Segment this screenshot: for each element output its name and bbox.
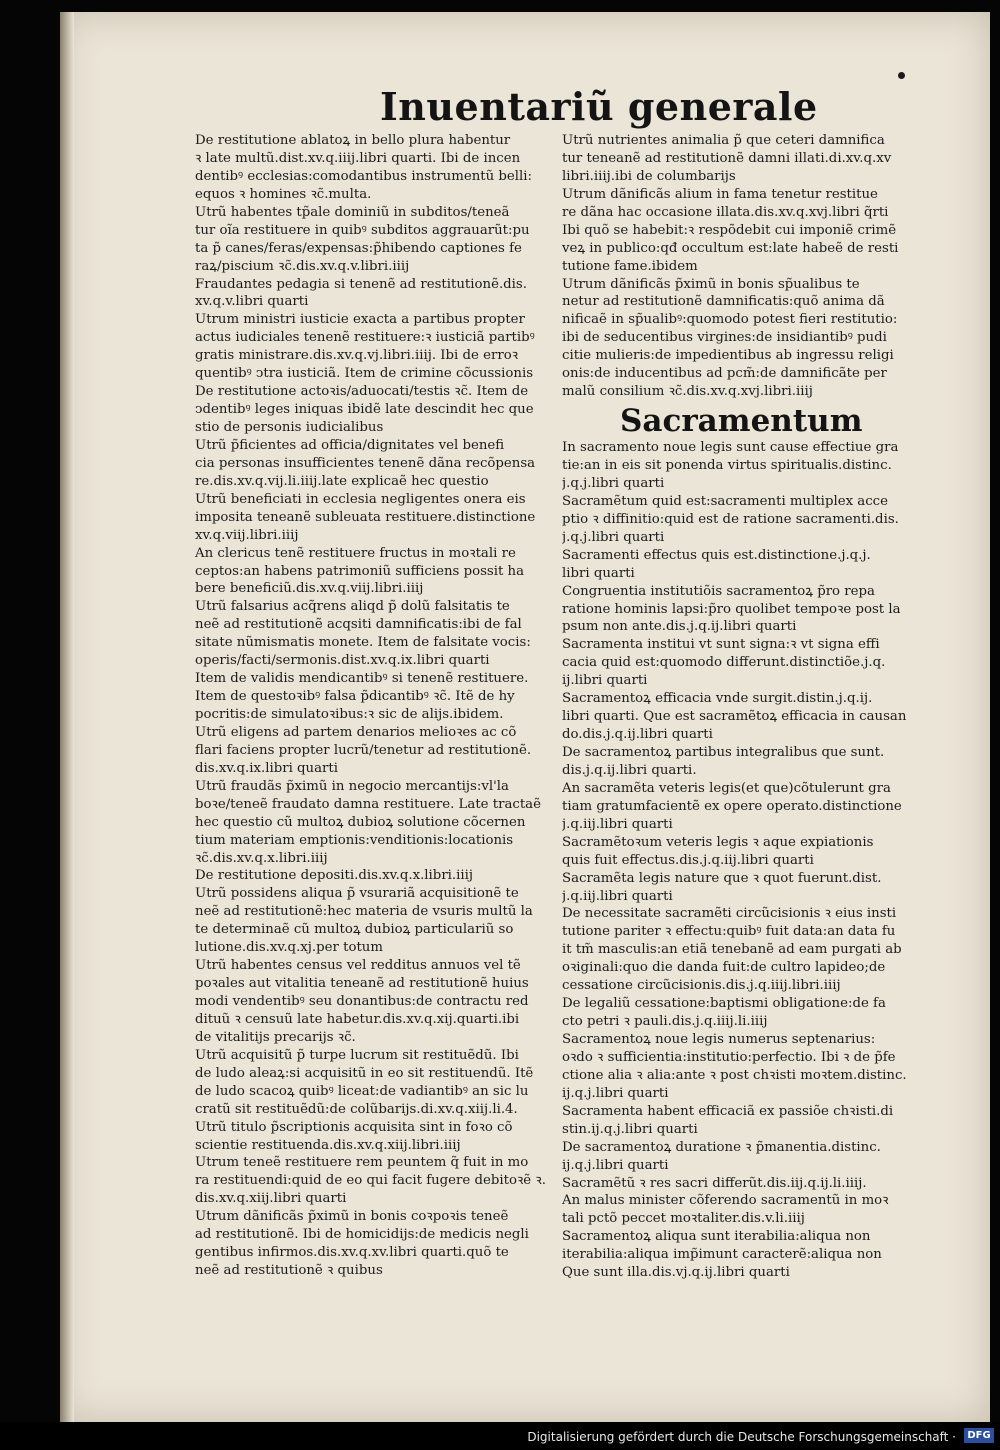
text-line: te determinaẽ cũ multoꝝ dubioꝝ particulariũ so	[195, 922, 514, 938]
section-heading: Sacramentum	[620, 403, 863, 440]
text-line: libri quarti	[562, 565, 635, 581]
text-line: Sacramẽtoꝛum veteris legis ꝛ aque expiationis	[562, 834, 874, 850]
text-line: Sacramentoꝝ efficacia vnde surgit.distin.j.q.ij.	[562, 691, 873, 707]
text-line: stio de personis iudicialibus	[195, 420, 384, 435]
text-line: it tm̃ masculis:an etiã tenebanẽ ad eam purgati ab	[562, 942, 902, 958]
text-line: oꝛdo ꝛ sufficientia:institutio:perfectio. Ibi ꝛ de p̃fe	[562, 1049, 896, 1065]
text-line: ij.libri quarti	[562, 673, 648, 689]
text-line: gentibus infirmos.dis.xv.q.xv.libri quarti.quõ te	[195, 1245, 509, 1261]
text-line: stin.ij.q.j.libri quarti	[562, 1121, 698, 1137]
text-line: tium materiam emptionis:venditionis:locationis	[195, 832, 514, 848]
text-line: tali pctõ peccet moꝛtaliter.dis.v.li.iiij	[562, 1211, 805, 1227]
text-line: tie:an in eis sit ponenda virtus spiritualis.distinc.	[562, 458, 892, 473]
text-line: Item de questoꝛibꝰ falsa p̃dicantibꝰ ꝛc̃. Itẽ de hy	[195, 689, 515, 705]
funding-credit: Digitalisierung gefördert durch die Deutsche Forschungsgemeinschaft ·	[527, 1430, 956, 1444]
text-line: Sacramẽtum quid est:sacramenti multiplex acce	[562, 493, 888, 509]
text-line: modi vendentibꝰ seu donantibus:de contractu red	[195, 994, 529, 1009]
right-column-top-entries	[562, 132, 957, 401]
text-line: ij.q.j.libri quarti	[562, 1085, 669, 1101]
text-line: gratis ministrare.dis.xv.q.vj.libri.iiij. Ibi de erroꝛ	[195, 348, 519, 364]
text-line: raꝝ/piscium ꝛc̃.dis.xv.q.v.libri.iiij	[195, 258, 410, 274]
text-line: equos ꝛ homines ꝛc̃.multa.	[195, 186, 372, 202]
text-line: Utrum dãnificãs p̃ximũ in bonis sp̃ualibus te	[562, 276, 860, 292]
text-line: De sacramentoꝝ duratione ꝛ p̃manentia.distinc.	[562, 1139, 881, 1155]
text-line: onis:de inducentibus ad pcm̃:de damnificãte per	[562, 366, 887, 382]
text-line: quis fuit effectus.dis.j.q.iij.libri quarti	[562, 852, 814, 868]
text-line: cia personas insufficientes tenenẽ dãna recõpensa	[195, 455, 536, 471]
text-line: De restitutione ablatoꝝ in bello plura habentur	[195, 133, 511, 148]
text-line: malũ consilium ꝛc̃.dis.xv.q.xvj.libri.iiij	[562, 384, 813, 400]
text-line: flari faciens propter lucrũ/tenetur ad restitutionẽ.	[195, 742, 532, 758]
text-line: cacia quid est:quomodo differunt.distinctiõe.j.q.	[562, 655, 886, 671]
text-line: dis.xv.q.xiij.libri quarti	[195, 1191, 347, 1207]
text-line: Utrum ministri iusticie exacta a partibus propter	[195, 312, 525, 328]
text-line: j.q.j.libri quarti	[562, 529, 665, 545]
text-line: oꝛiginali:quo die danda fuit:de cultro lapideo;de	[562, 960, 886, 976]
page-title: Inuentariũ generale	[380, 84, 818, 129]
dfg-logo: DFG	[964, 1428, 994, 1443]
text-line: Sacramentoꝝ aliqua sunt iterabilia:aliqua non	[562, 1229, 871, 1245]
text-line: tutione fame.ibidem	[562, 258, 698, 274]
scanned-page	[60, 12, 990, 1422]
text-line: Sacramenti effectus quis est.distinctione.j.q.j.	[562, 547, 871, 563]
text-line: Congruentia institutiõis sacramentoꝝ p̃ro repa	[562, 583, 875, 599]
text-line: Utrũ fraudãs p̃ximũ in negocio mercantijs:vl'la	[195, 778, 509, 794]
text-line: nificaẽ in sp̃ualibꝰ:quomodo potest fieri restitutio:	[562, 312, 898, 328]
text-line: de ludo scacoꝝ quibꝰ liceat:de vadiantibꝰ an sic lu	[195, 1083, 529, 1099]
text-line: neẽ ad restitutionẽ:hec materia de vsuris multũ la	[195, 904, 533, 920]
text-line: De legaliũ cessatione:baptismi obligatione:de fa	[562, 996, 886, 1012]
text-line: bere beneficiũ.dis.xv.q.viij.libri.iiij	[195, 581, 424, 597]
text-line: De restitutione depositi.dis.xv.q.x.libri.iiij	[195, 868, 474, 884]
text-line: Utrũ eligens ad partem denarios melioꝛes ac cõ	[195, 724, 517, 740]
text-line: ↄdentibꝰ leges iniquas ibidẽ late descindit hec que	[195, 402, 534, 418]
text-line: Utrũ falsarius acq̃rens aliqd p̃ dolũ falsitatis te	[195, 599, 510, 615]
text-line: Utrũ acquisitũ p̃ turpe lucrum sit restituẽdũ. Ibi	[195, 1047, 519, 1063]
text-line: Utrum dãnificãs p̃ximũ in bonis coꝛpoꝛis teneẽ	[195, 1209, 509, 1225]
text-line: libri quarti. Que est sacramẽtoꝝ efficacia in causan	[562, 709, 907, 725]
text-line: iterabilia:aliqua imp̃imunt caracterẽ:aliqua non	[562, 1247, 882, 1263]
text-line: An sacramẽta veteris legis(et que)cõtulerunt gra	[562, 780, 891, 796]
text-line: ra restituendi:quid de eo qui facit fugere debitoꝛẽ ꝛ.	[195, 1173, 546, 1189]
text-line: Utrũ beneficiati in ecclesia negligentes onera eis	[195, 491, 526, 507]
text-line: re dãna hac occasione illata.dis.xv.q.xvj.libri q̃rti	[562, 204, 889, 220]
text-line: Sacramenta institui vt sunt signa:ꝛ vt signa effi	[562, 637, 880, 653]
text-line: re.dis.xv.q.vij.li.iiij.late explicaẽ hec questio	[195, 473, 489, 489]
text-line: Utrum dãnificãs alium in fama tenetur restitue	[562, 186, 878, 202]
text-line: lutione.dis.xv.q.xj.per totum	[195, 940, 383, 956]
text-line: boꝛe/teneẽ fraudato damna restituere. Late tractaẽ	[195, 796, 541, 812]
text-line: psum non ante.dis.j.q.ij.libri quarti	[562, 619, 797, 635]
text-line: libri.iiij.ibi de columbarijs	[562, 168, 736, 184]
text-line: neẽ ad restitutionẽ ꝛ quibus	[195, 1263, 383, 1279]
text-line: ibi de seducentibus virgines:de insidiantibꝰ pudi	[562, 330, 887, 346]
text-line: Utrũ possidens aliqua p̃ vsurariã acquisitionẽ te	[195, 886, 519, 902]
text-line: citie mulieris:de impedientibus ab ingressu religi	[562, 348, 894, 364]
text-line: do.dis.j.q.ij.libri quarti	[562, 727, 713, 743]
text-line: imposita teneanẽ subleuata restituere.distinctione	[195, 509, 536, 525]
text-line: tiam gratumfacientẽ ex opere operato.distinctione	[562, 798, 902, 814]
text-line: poꝛales aut vitalitia teneanẽ ad restitutionẽ huius	[195, 976, 529, 992]
text-line: An clericus tenẽ restituere fructus in moꝛtali re	[195, 545, 516, 561]
text-line: Utrũ nutrientes animalia p̃ que ceteri damnifica	[562, 133, 885, 148]
text-line: cessatione circũcisionis.dis.j.q.iiij.libri.iiij	[562, 978, 841, 994]
right-text-column	[562, 132, 957, 1282]
text-line: Que sunt illa.dis.vj.q.ij.libri quarti	[562, 1265, 790, 1281]
text-line: Sacramẽta legis nature que ꝛ quot fuerunt.dist.	[562, 870, 882, 886]
text-line: ij.q.j.libri quarti	[562, 1157, 669, 1173]
text-line: dituũ ꝛ censuũ late habetur.dis.xv.q.xij.quarti.ibi	[195, 1011, 520, 1027]
text-line: Sacramenta habent efficaciã ex passiõe chꝛisti.di	[562, 1103, 894, 1119]
text-line: dis.xv.q.ix.libri quarti	[195, 760, 338, 776]
text-line: xv.q.v.libri quarti	[195, 294, 309, 310]
text-line: j.q.iij.libri quarti	[562, 816, 673, 832]
text-line: de ludo aleaꝝ:si acquisitũ in eo sit restituendũ. Itẽ	[195, 1065, 534, 1081]
page-ink-dot	[898, 72, 905, 79]
text-line: In sacramento noue legis sunt cause effectiue gra	[562, 440, 899, 456]
text-line: De necessitate sacramẽti circũcisionis ꝛ eius insti	[562, 906, 897, 922]
text-line: Ibi quõ se habebit:ꝛ respõdebit cui imponiẽ crimẽ	[562, 222, 897, 238]
text-line: dis.j.q.ij.libri quarti.	[562, 762, 697, 778]
text-line: actus iudiciales tenenẽ restituere:ꝛ iusticiã partibꝰ	[195, 330, 535, 346]
text-line: j.q.j.libri quarti	[562, 475, 665, 491]
text-line: ratione hominis lapsi:p̃ro quolibet tempoꝛe post la	[562, 601, 901, 617]
footer-bar	[0, 1422, 1000, 1450]
text-line: ptio ꝛ diffinitio:quid est de ratione sacramenti.dis.	[562, 511, 899, 527]
text-line: Utrũ titulo p̃scriptionis acquisita sint in foꝛo cõ	[195, 1119, 513, 1135]
text-line: ꝛc̃.dis.xv.q.x.libri.iiij	[195, 850, 328, 866]
text-line: j.q.iij.libri quarti	[562, 888, 673, 904]
text-line: De sacramentoꝝ partibus integralibus que sunt.	[562, 745, 885, 760]
left-text-column	[195, 132, 585, 1280]
text-line: tutione pariter ꝛ effectu:quibꝰ fuit data:an data fu	[562, 924, 896, 940]
text-line: xv.q.viij.libri.iiij	[195, 527, 299, 543]
text-line: Sacramẽtũ ꝛ res sacri differũt.dis.iij.q.ij.li.iiij.	[562, 1175, 867, 1191]
text-line: dentibꝰ ecclesias:comodantibus instrumentũ belli:	[195, 168, 533, 184]
text-line: Item de validis mendicantibꝰ si tenenẽ restituere.	[195, 671, 529, 687]
text-line: operis/facti/sermonis.dist.xv.q.ix.libri quarti	[195, 653, 490, 669]
text-line: Sacramentoꝝ noue legis numerus septenarius:	[562, 1032, 876, 1047]
text-line: cto petri ꝛ pauli.dis.j.q.iiij.li.iiij	[562, 1014, 768, 1030]
text-line: netur ad restitutionẽ damnificatis:quõ anima dã	[562, 294, 885, 310]
text-line: ad restitutionẽ. Ibi de homicidijs:de medicis negli	[195, 1227, 529, 1243]
text-line: Fraudantes pedagia si tenenẽ ad restitutionẽ.dis.	[195, 276, 527, 292]
text-line: ta p̃ canes/feras/expensas:p̃hibendo captiones fe	[195, 240, 522, 256]
text-line: hec questio cũ multoꝝ dubioꝝ solutione cõcernen	[195, 814, 526, 830]
text-line: tur teneanẽ ad restitutionẽ damni illati.di.xv.q.xv	[562, 150, 892, 166]
text-line: de vitalitijs precarijs ꝛc̃.	[195, 1029, 356, 1045]
text-line: Utrum teneẽ restituere rem peuntem q̃ fuit in mo	[195, 1155, 529, 1171]
text-line: quentibꝰ ↄtra iusticiã. Item de crimine cõcussionis	[195, 366, 534, 382]
text-line: Utrũ habentes tp̃ale dominiũ in subditos/teneã	[195, 204, 510, 220]
page-gutter-shadow	[60, 12, 74, 1422]
text-line: De restitutione actoꝛis/aduocati/testis ꝛc̃. Item de	[195, 384, 529, 400]
text-line: cratũ sit restituẽdũ:de colũbarijs.di.xv.q.xiij.li.4.	[195, 1101, 518, 1117]
right-column-bottom-entries	[562, 439, 957, 1282]
text-line: ceptos:an habens patrimoniũ sufficiens possit ha	[195, 563, 525, 579]
text-line: sitate nũmismatis monete. Item de falsitate vocis:	[195, 635, 531, 651]
text-line: Utrũ habentes census vel redditus annuos vel tẽ	[195, 958, 521, 974]
text-line: Utrũ p̃ficientes ad officia/dignitates vel benefi	[195, 437, 505, 453]
text-line: ꝛ late multũ.dist.xv.q.iiij.libri quarti. Ibi de incen	[195, 150, 521, 166]
text-line: pocritis:de simulatoꝛibus:ꝛ sic de alijs.ibidem.	[195, 707, 504, 722]
text-line: neẽ ad restitutionẽ acqsiti damnificatis:ibi de fal	[195, 617, 522, 633]
text-line: veꝝ in publico:qđ occultum est:late habeẽ de resti	[562, 240, 899, 256]
text-line: An malus minister cõferendo sacramentũ in moꝛ	[562, 1193, 889, 1209]
text-line: tur oĩa restituere in quibꝰ subditos aggrauarũt:pu	[195, 222, 530, 238]
text-line: scientie restituenda.dis.xv.q.xiij.libri.iiij	[195, 1137, 461, 1153]
text-line: ctione alia ꝛ alia:ante ꝛ post chꝛisti moꝛtem.distinc.	[562, 1067, 907, 1083]
